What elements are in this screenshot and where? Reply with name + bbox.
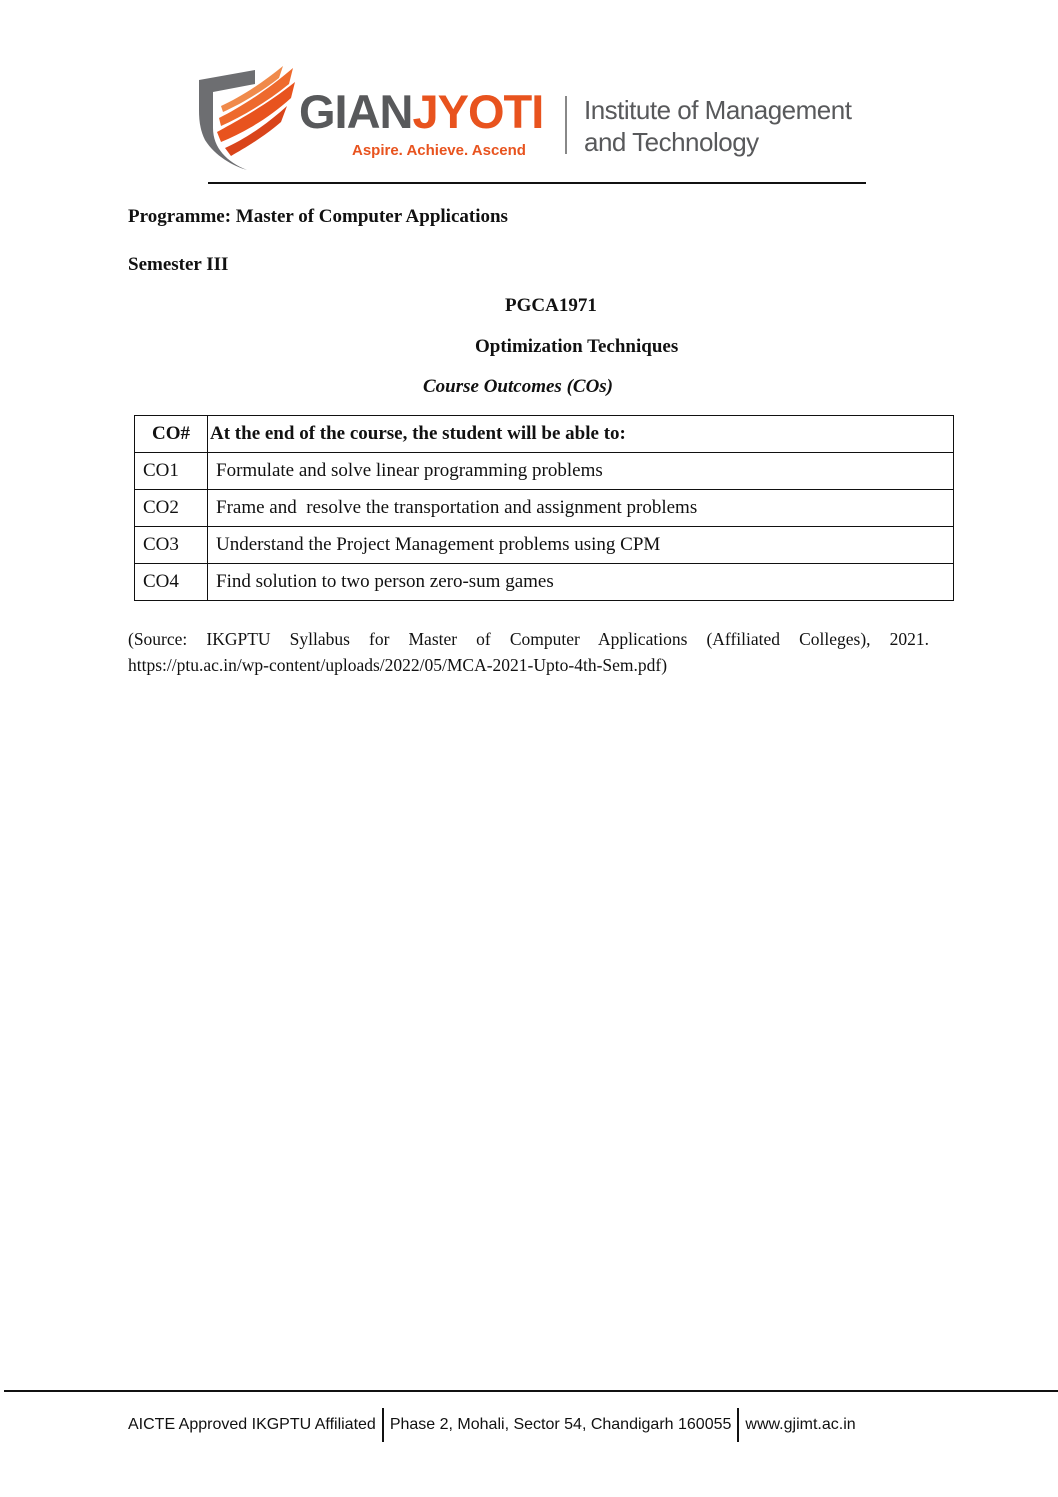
letterhead [195,62,865,182]
source-url[interactable]: https://ptu.ac.in/wp-content/uploads/2022/05/MCA-2021-Upto-4th-Sem.pdf) [128,655,668,675]
semester-heading: Semester III [128,254,229,275]
table-row [135,490,954,527]
footer-divider [382,1408,384,1442]
shield-logo-icon [195,62,300,174]
footer-address: Phase 2, Mohali, Sector 54, Chandigarh 160055 [389,1416,732,1433]
brand-tagline: Aspire. Achieve. Ascend [352,142,526,159]
co-description-cell: Understand the Project Management problems using CPM [208,527,954,564]
co-number-cell: CO3 [135,527,208,564]
institute-name [584,94,851,158]
source-line1: (Source: IKGPTU Syllabus for Master of Computer Applications (Affiliated Colleges), 2021. [128,629,929,649]
table-row [135,453,954,490]
co-number-cell: CO1 [135,453,208,490]
brand-name [299,85,544,138]
header-divider [565,96,567,154]
header-rule [208,182,866,184]
footer-website[interactable]: www.gjimt.ac.in [745,1416,856,1433]
header-co-number: CO# [135,416,208,453]
course-outcomes-table [134,415,954,601]
brand-name-part1: GIAN [299,85,413,138]
co-number-cell: CO2 [135,490,208,527]
institute-name-line1: Institute of Management [584,95,852,125]
outcomes-title: Course Outcomes (COs) [423,376,614,397]
co-description-cell: Frame and resolve the transportation and assignment problems [208,490,954,527]
footer-divider [737,1408,739,1442]
programme-heading: Programme: Master of Computer Applications [128,206,508,227]
brand-name-part2: JYOTI [412,85,544,138]
co-description-cell: Formulate and solve linear programming problems [208,453,954,490]
co-number-cell: CO4 [135,564,208,601]
table-row [135,527,954,564]
table-header-row [135,416,954,453]
course-name: Optimization Techniques [475,336,679,357]
footer [128,1408,856,1442]
course-code: PGCA1971 [505,295,597,316]
footer-rule [4,1390,1058,1392]
source-citation [128,626,929,678]
footer-affiliation: AICTE Approved IKGPTU Affiliated [128,1416,376,1433]
institute-name-line2: and Technology [584,127,759,157]
table-row [135,564,954,601]
header-outcome-description: At the end of the course, the student will be able to: [208,416,954,453]
co-description-cell: Find solution to two person zero-sum games [208,564,954,601]
